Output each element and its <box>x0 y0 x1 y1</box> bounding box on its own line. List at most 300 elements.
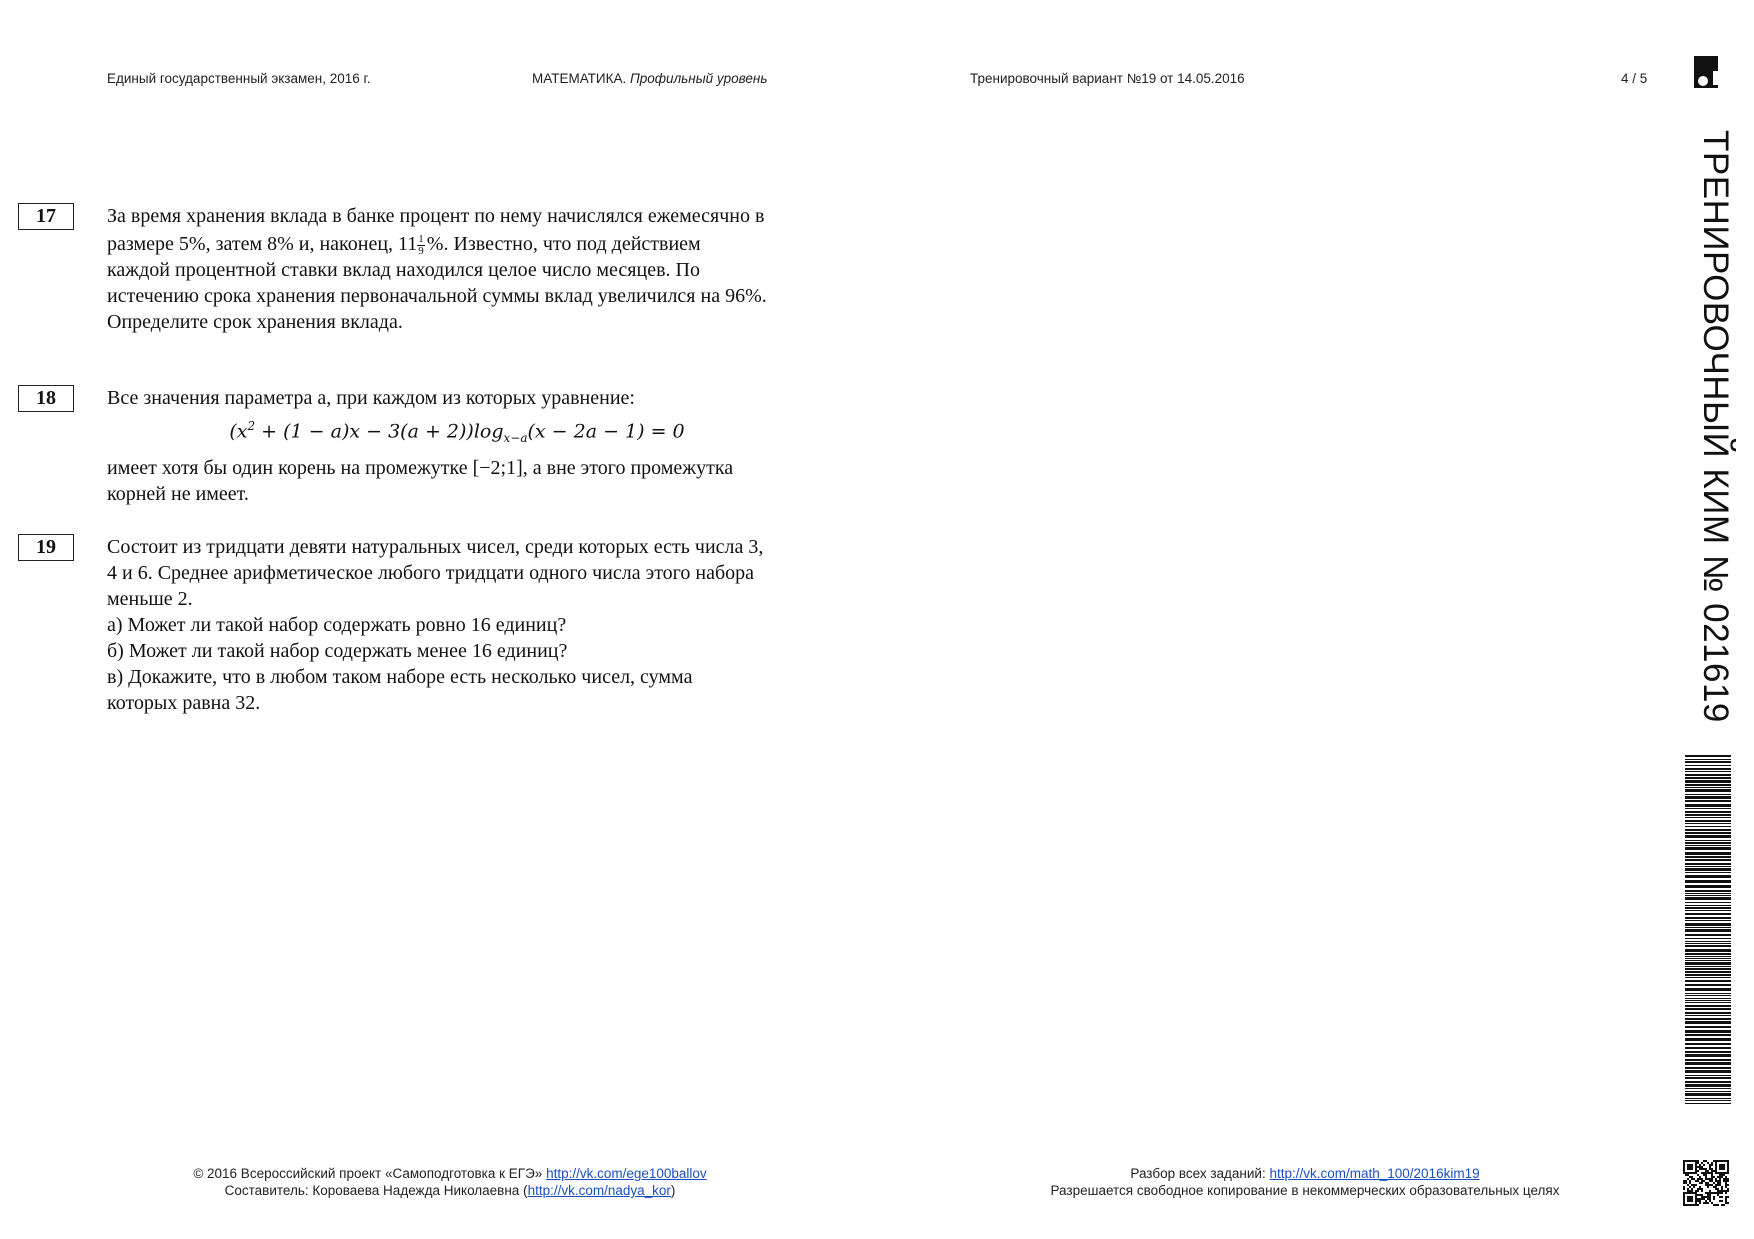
sidebar-title-text: ТРЕНИРОВОЧНЫЙ КИМ № 021619 <box>1696 130 1735 723</box>
barcode-bar <box>1685 771 1731 772</box>
qr-module <box>1721 1188 1723 1190</box>
qr-module <box>1697 1160 1699 1162</box>
barcode-bar <box>1685 907 1731 909</box>
qr-module <box>1705 1202 1707 1204</box>
qr-module <box>1721 1186 1723 1188</box>
qr-module <box>1715 1186 1717 1188</box>
qr-module <box>1683 1186 1685 1188</box>
qr-module <box>1709 1196 1711 1198</box>
formula-part: + (1 − a)x − 3(a + 2))log <box>255 420 504 443</box>
barcode-bar <box>1685 1054 1731 1057</box>
barcode-bar <box>1685 794 1731 795</box>
qr-module <box>1687 1190 1689 1192</box>
barcode-bar <box>1685 829 1731 831</box>
barcode-bar <box>1685 840 1731 841</box>
sidebar-title <box>1695 130 1735 730</box>
qr-module <box>1719 1196 1721 1198</box>
qr-module <box>1689 1186 1691 1188</box>
barcode-bar <box>1685 902 1731 903</box>
barcode-bar <box>1685 941 1731 942</box>
barcode-bar <box>1685 988 1731 991</box>
barcode-bar <box>1685 1067 1731 1069</box>
barcode-bar <box>1685 1091 1731 1092</box>
qr-module <box>1697 1166 1699 1168</box>
task-18-line: корней не имеет. <box>107 483 249 506</box>
barcode-bar <box>1685 1021 1731 1024</box>
task-17-text-part: %. Известно, что под действием <box>426 233 701 255</box>
footer-author-end: ) <box>670 1183 676 1198</box>
qr-module <box>1707 1162 1709 1164</box>
qr-module <box>1687 1178 1689 1180</box>
qr-module <box>1713 1182 1715 1184</box>
barcode-bar <box>1685 966 1731 967</box>
barcode-bar <box>1685 800 1731 802</box>
qr-module <box>1701 1180 1703 1182</box>
barcode-bar <box>1685 943 1731 944</box>
footer-right-line1 <box>1020 1165 1590 1182</box>
qr-module <box>1721 1176 1723 1178</box>
qr-module <box>1717 1194 1719 1196</box>
qr-module <box>1709 1180 1711 1182</box>
barcode-bar <box>1685 835 1731 838</box>
qr-module <box>1713 1198 1715 1200</box>
formula-subscript: x−a <box>503 431 528 446</box>
task-18-formula <box>107 411 807 455</box>
barcode-bar <box>1685 917 1731 919</box>
qr-module <box>1715 1192 1717 1194</box>
qr-module <box>1719 1180 1721 1182</box>
qr-module <box>1695 1190 1697 1192</box>
barcode-bar <box>1685 1034 1731 1036</box>
qr-module <box>1703 1180 1705 1182</box>
qr-module <box>1699 1202 1701 1204</box>
qr-module <box>1725 1190 1727 1192</box>
qr-module <box>1725 1202 1727 1204</box>
barcode-bar <box>1685 974 1731 976</box>
task-17-line: истечению срока хранения первоначальной суммы вклад увеличился на 96%. <box>107 285 767 307</box>
barcode-bar <box>1685 866 1731 867</box>
fraction-denominator: 9 <box>418 244 424 257</box>
qr-module <box>1725 1192 1727 1194</box>
header-subject-level: Профильный уровень <box>629 71 768 86</box>
barcode-bar <box>1685 787 1731 788</box>
barcode-bar <box>1685 784 1731 786</box>
qr-module <box>1693 1178 1695 1180</box>
qr-module <box>1701 1190 1703 1192</box>
barcode-bar <box>1685 984 1731 986</box>
qr-module <box>1721 1192 1723 1194</box>
qr-module <box>1707 1170 1709 1172</box>
qr-module <box>1723 1204 1725 1206</box>
task-19-line: а) Может ли такой набор содержать ровно 16 единиц? <box>107 614 567 636</box>
barcode-bar <box>1685 1018 1731 1020</box>
qr-module <box>1711 1164 1713 1166</box>
barcode-bar <box>1685 1098 1731 1099</box>
qr-module <box>1701 1188 1703 1190</box>
footer-author-link[interactable]: http://vk.com/nadya_kor <box>527 1183 671 1198</box>
qr-module <box>1719 1174 1721 1176</box>
qr-module <box>1707 1178 1709 1180</box>
qr-module <box>1701 1194 1703 1196</box>
qr-module <box>1703 1198 1705 1200</box>
qr-module <box>1721 1174 1723 1176</box>
qr-module <box>1701 1172 1703 1174</box>
qr-module <box>1703 1172 1705 1174</box>
qr-module <box>1697 1198 1699 1200</box>
qr-module <box>1711 1162 1713 1164</box>
qr-module <box>1713 1204 1715 1206</box>
barcode-bar <box>1685 949 1731 952</box>
barcode-bar <box>1685 880 1731 883</box>
barcode-bar <box>1685 780 1731 783</box>
qr-module <box>1705 1200 1707 1202</box>
task-number-19: 19 <box>18 534 74 561</box>
qr-module <box>1699 1198 1701 1200</box>
qr-module <box>1711 1202 1713 1204</box>
qr-module <box>1697 1162 1699 1164</box>
qr-module <box>1705 1196 1707 1198</box>
barcode-bar <box>1685 1026 1731 1028</box>
qr-module <box>1719 1200 1721 1202</box>
logo-icon <box>1693 55 1723 89</box>
qr-module <box>1719 1190 1721 1192</box>
barcode-bar <box>1685 885 1731 888</box>
footer-solutions-link[interactable]: http://vk.com/math_100/2016kim19 <box>1269 1166 1480 1181</box>
qr-module <box>1691 1188 1693 1190</box>
barcode-bar <box>1685 1038 1731 1041</box>
qr-module <box>1711 1168 1713 1170</box>
barcode-bar <box>1685 945 1731 947</box>
footer-left-line1 <box>170 1165 730 1182</box>
qr-module <box>1693 1186 1695 1188</box>
barcode-bar <box>1685 923 1731 926</box>
barcode-bar <box>1685 759 1731 760</box>
barcode-bar <box>1685 920 1731 921</box>
qr-module <box>1703 1196 1705 1198</box>
qr-module <box>1685 1180 1687 1182</box>
qr-module <box>1703 1164 1705 1166</box>
header-variant: Тренировочный вариант №19 от 14.05.2016 <box>970 71 1245 86</box>
qr-module <box>1725 1176 1727 1178</box>
qr-module <box>1711 1172 1713 1174</box>
barcode-icon <box>1685 755 1731 1105</box>
qr-module <box>1701 1182 1703 1184</box>
qr-module <box>1711 1184 1713 1186</box>
barcode-bar <box>1685 868 1731 871</box>
barcode-bar <box>1685 1000 1731 1001</box>
qr-module <box>1709 1198 1711 1200</box>
barcode-bar <box>1685 897 1731 900</box>
task-19-line: б) Может ли такой набор содержать менее 16 единиц? <box>107 640 568 662</box>
barcode-bar <box>1685 847 1731 850</box>
task-17-text-part: размере 5%, затем 8% и, наконец, 11 <box>107 233 418 255</box>
barcode-bar <box>1685 1100 1731 1101</box>
formula-part: (x <box>229 420 248 443</box>
qr-module <box>1697 1188 1699 1190</box>
barcode-bar <box>1685 993 1731 994</box>
qr-module <box>1701 1178 1703 1180</box>
barcode-bar <box>1685 1103 1731 1104</box>
fraction <box>417 234 425 257</box>
task-19-line: меньше 2. <box>107 588 193 610</box>
qr-module <box>1725 1200 1727 1202</box>
qr-module <box>1705 1176 1707 1178</box>
qr-module <box>1707 1194 1709 1196</box>
qr-module <box>1711 1176 1713 1178</box>
qr-module <box>1727 1180 1729 1182</box>
header-subject-main: МАТЕМАТИКА. <box>532 71 627 86</box>
qr-module <box>1725 1178 1727 1180</box>
barcode-bar <box>1685 968 1731 970</box>
barcode-bar <box>1685 859 1731 861</box>
qr-module <box>1707 1202 1709 1204</box>
barcode-bar <box>1685 774 1731 776</box>
barcode-bar <box>1685 1012 1731 1014</box>
barcode-bar <box>1685 995 1731 996</box>
qr-module <box>1719 1164 1725 1170</box>
footer-left-line2 <box>170 1182 730 1199</box>
qr-module <box>1683 1180 1685 1182</box>
qr-module <box>1687 1164 1693 1170</box>
barcode-bar <box>1685 765 1731 766</box>
qr-module <box>1707 1198 1709 1200</box>
qr-module <box>1717 1192 1719 1194</box>
footer-author-text: Составитель: Короваева Надежда Николаевна ( <box>224 1183 528 1198</box>
qr-module <box>1707 1192 1709 1194</box>
barcode-bar <box>1685 852 1731 855</box>
barcode-bar <box>1685 1062 1731 1065</box>
qr-module <box>1713 1176 1715 1178</box>
qr-module <box>1707 1196 1709 1198</box>
qr-module <box>1697 1194 1699 1196</box>
barcode-bar <box>1685 863 1731 865</box>
qr-module <box>1709 1166 1711 1168</box>
qr-module <box>1709 1178 1711 1180</box>
barcode-bar <box>1685 971 1731 973</box>
qr-module <box>1715 1178 1717 1180</box>
task-19-text <box>107 534 807 716</box>
qr-module <box>1717 1190 1719 1192</box>
qr-module <box>1709 1172 1711 1174</box>
qr-module <box>1699 1182 1701 1184</box>
qr-module <box>1713 1196 1715 1198</box>
barcode-bar <box>1685 958 1731 959</box>
qr-module <box>1699 1186 1701 1188</box>
barcode-bar <box>1685 913 1731 915</box>
barcode-bar <box>1685 1043 1731 1045</box>
qr-module <box>1727 1202 1729 1204</box>
task-17-line <box>107 231 807 257</box>
qr-module <box>1725 1180 1727 1182</box>
qr-module <box>1697 1190 1699 1192</box>
barcode-bar <box>1685 814 1731 816</box>
qr-module <box>1707 1184 1709 1186</box>
barcode-bar <box>1685 938 1731 939</box>
qr-module <box>1691 1178 1693 1180</box>
qr-module <box>1699 1166 1701 1168</box>
qr-module <box>1715 1188 1717 1190</box>
qr-module <box>1705 1192 1707 1194</box>
qr-module <box>1723 1190 1725 1192</box>
qr-module <box>1727 1196 1729 1198</box>
qr-module <box>1721 1200 1723 1202</box>
task-19-line: в) Докажите, что в любом таком наборе есть несколько чисел, сумма <box>107 666 693 688</box>
barcode-bar <box>1685 893 1731 894</box>
barcode-bar <box>1685 998 1731 999</box>
qr-module <box>1717 1204 1719 1206</box>
qr-module <box>1727 1190 1729 1192</box>
barcode-bar <box>1685 910 1731 911</box>
barcode-bar <box>1685 960 1731 961</box>
qr-module <box>1691 1176 1693 1178</box>
qr-module <box>1685 1174 1687 1176</box>
qr-module <box>1711 1192 1713 1194</box>
qr-module <box>1725 1196 1727 1198</box>
barcode-bar <box>1685 895 1731 896</box>
barcode-bar <box>1685 1059 1731 1061</box>
qr-module <box>1691 1190 1693 1192</box>
qr-module <box>1689 1176 1691 1178</box>
qr-module <box>1709 1164 1711 1166</box>
barcode-bar <box>1685 808 1731 809</box>
qr-module <box>1689 1182 1691 1184</box>
qr-module <box>1705 1168 1707 1170</box>
qr-module <box>1699 1168 1701 1170</box>
qr-module <box>1687 1188 1689 1190</box>
qr-module <box>1707 1182 1709 1184</box>
barcode-bar <box>1685 1077 1731 1079</box>
qr-module <box>1725 1186 1727 1188</box>
qr-module <box>1719 1178 1721 1180</box>
barcode-bar <box>1685 872 1731 873</box>
task-17-line: За время хранения вклада в банке процент по нему начислялся ежемесячно в <box>107 205 765 227</box>
task-17-line: каждой процентной ставки вклад находился целое число месяцев. По <box>107 259 700 281</box>
barcode-bar <box>1685 962 1731 965</box>
qr-module <box>1719 1176 1721 1178</box>
qr-module <box>1713 1170 1715 1172</box>
barcode-bar <box>1685 826 1731 827</box>
barcode-bar <box>1685 977 1731 978</box>
barcode-bar <box>1685 1051 1731 1053</box>
qr-module <box>1701 1166 1703 1168</box>
qr-code-icon <box>1683 1160 1729 1206</box>
barcode-bar <box>1685 934 1731 936</box>
barcode-bar <box>1685 1088 1731 1089</box>
barcode-bar <box>1685 1070 1731 1073</box>
qr-module <box>1717 1180 1719 1182</box>
qr-module <box>1705 1174 1707 1176</box>
barcode-bar <box>1685 1084 1731 1087</box>
task-18-line: Все значения параметра a, при каждом из которых уравнение: <box>107 387 635 409</box>
barcode-bar <box>1685 929 1731 932</box>
qr-module <box>1717 1188 1719 1190</box>
qr-module <box>1709 1184 1711 1186</box>
task-number-17: 17 <box>18 203 74 230</box>
qr-module <box>1713 1186 1715 1188</box>
footer-copy-note: Разрешается свободное копирование в некоммерческих образовательных целях <box>1050 1183 1560 1198</box>
formula-part: (x − 2a − 1) = 0 <box>527 420 685 443</box>
barcode-bar <box>1685 811 1731 813</box>
qr-module <box>1715 1184 1717 1186</box>
qr-module <box>1695 1184 1697 1186</box>
qr-module <box>1705 1170 1707 1172</box>
qr-module <box>1695 1180 1697 1182</box>
barcode-bar <box>1685 927 1731 928</box>
qr-module <box>1697 1178 1699 1180</box>
qr-module <box>1687 1174 1689 1176</box>
footer-solutions-text: Разбор всех заданий: <box>1130 1166 1266 1181</box>
qr-module <box>1727 1184 1729 1186</box>
barcode-bar <box>1685 1002 1731 1003</box>
task-18-text <box>107 385 807 507</box>
barcode-bar <box>1685 820 1731 822</box>
qr-module <box>1699 1164 1701 1166</box>
qr-module <box>1715 1180 1717 1182</box>
qr-module <box>1697 1200 1699 1202</box>
qr-module <box>1705 1182 1707 1184</box>
barcode-bar <box>1685 956 1731 957</box>
qr-module <box>1717 1176 1719 1178</box>
qr-module <box>1707 1172 1709 1174</box>
qr-module <box>1697 1180 1699 1182</box>
qr-module <box>1705 1178 1707 1180</box>
qr-module <box>1721 1204 1723 1206</box>
qr-module <box>1713 1192 1715 1194</box>
footer-project-link[interactable]: http://vk.com/ege100ballov <box>546 1166 707 1181</box>
qr-module <box>1719 1192 1721 1194</box>
footer-project-text: © 2016 Всероссийский проект «Самоподготовка к ЕГЭ» <box>193 1166 543 1181</box>
qr-module <box>1705 1160 1707 1162</box>
qr-module <box>1701 1168 1703 1170</box>
barcode-bar <box>1685 1030 1731 1033</box>
task-17-line: Определите срок хранения вклада. <box>107 311 403 333</box>
qr-module <box>1719 1184 1721 1186</box>
barcode-bar <box>1685 761 1731 763</box>
barcode-bar <box>1685 804 1731 807</box>
qr-module <box>1715 1204 1717 1206</box>
qr-module <box>1711 1178 1713 1180</box>
qr-module <box>1697 1204 1699 1206</box>
qr-module <box>1689 1190 1691 1192</box>
qr-module <box>1703 1202 1705 1204</box>
barcode-bar <box>1685 842 1731 844</box>
qr-module <box>1705 1172 1707 1174</box>
qr-module <box>1723 1178 1725 1180</box>
qr-module <box>1709 1168 1711 1170</box>
qr-module <box>1709 1192 1711 1194</box>
barcode-bar <box>1685 1047 1731 1049</box>
barcode-bar <box>1685 823 1731 824</box>
qr-module <box>1725 1184 1727 1186</box>
qr-module <box>1721 1196 1723 1198</box>
qr-module <box>1707 1186 1709 1188</box>
qr-module <box>1709 1200 1711 1202</box>
task-19-line: 4 и 6. Среднее арифметическое любого тридцати одного числа этого набора <box>107 562 755 584</box>
qr-module <box>1719 1182 1721 1184</box>
qr-module <box>1709 1190 1711 1192</box>
qr-module <box>1721 1190 1723 1192</box>
task-19-line: которых равна 32. <box>107 692 261 714</box>
qr-module <box>1725 1198 1727 1200</box>
qr-module <box>1701 1162 1703 1164</box>
qr-module <box>1697 1170 1699 1172</box>
barcode-bar <box>1685 890 1731 892</box>
qr-module <box>1725 1182 1727 1184</box>
header-page-number: 4 / 5 <box>1621 71 1648 86</box>
qr-module <box>1723 1174 1725 1176</box>
barcode-bar <box>1685 1093 1731 1096</box>
qr-module <box>1699 1178 1701 1180</box>
